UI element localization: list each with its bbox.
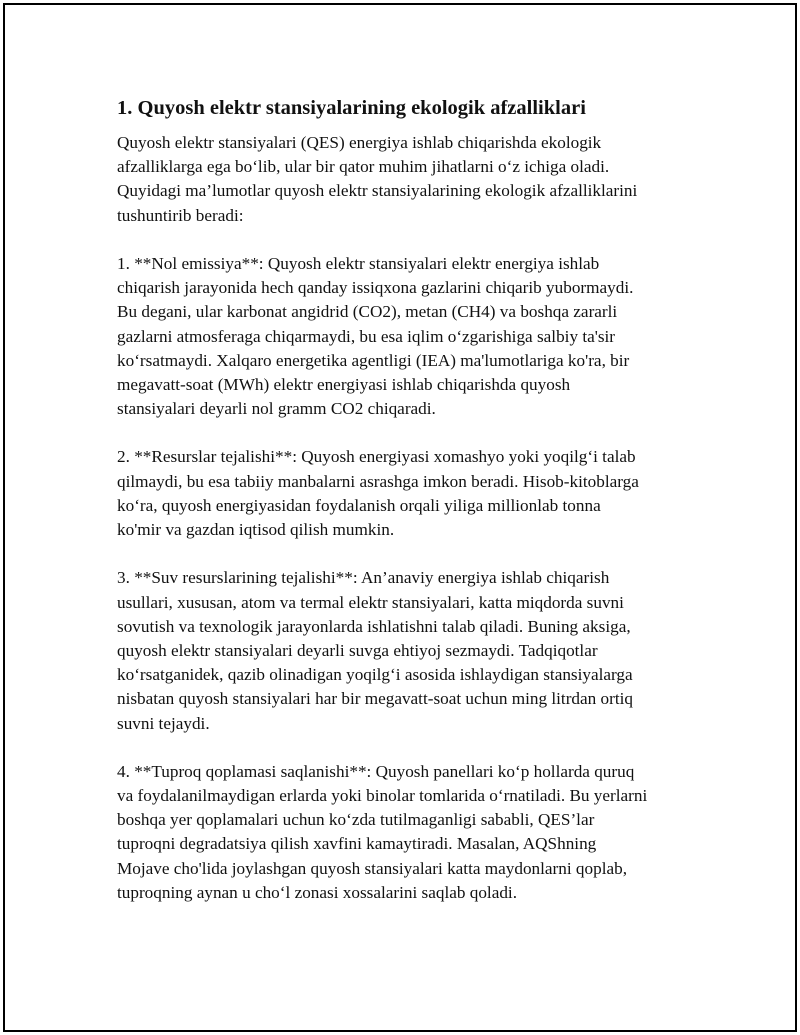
text-line: boshqa yer qoplamalari uchun ko‘zda tutilmaganligi sababli, QES’lar xyxy=(117,810,595,830)
text-line: sovutish va texnologik jarayonlarda ishlatishni talab qiladi. Buning aksiga, xyxy=(117,616,631,636)
text-line: 3. **Suv resurslarining tejalishi**: An’anaviy energiya ishlab chiqarish xyxy=(117,568,610,588)
text-line: qilmaydi, bu esa tabiiy manbalarni asrashga imkon beradi. Hisob-kitoblarga xyxy=(117,471,639,491)
text-line: Quyidagi ma’lumotlar quyosh elektr stansiyalarining ekologik afzalliklarini xyxy=(117,181,638,201)
paragraph-spacer xyxy=(117,736,702,760)
document-body xyxy=(117,96,702,905)
text-line: Bu degani, ular karbonat angidrid (CO2), metan (CH4) va boshqa zararli xyxy=(117,302,618,322)
text-line: Quyosh elektr stansiyalari (QES) energiya ishlab chiqarishda ekologik xyxy=(117,133,602,152)
text-line: ko‘rsatmaydi. Xalqaro energetika agentligi (IEA) ma'lumotlariga ko'ra, bir xyxy=(117,350,630,370)
text-line: usullari, xususan, atom va termal elektr stansiyalari, katta miqdorda suvni xyxy=(117,592,624,612)
text-line: nisbatan quyosh stansiyalari har bir megavatt-soat uchun ming litrdan ortiq xyxy=(117,689,633,709)
text-line: afzalliklarga ega bo‘lib, ular bir qator muhim jihatlarni o‘z ichiga oladi. xyxy=(117,157,610,177)
point-4-paragraph xyxy=(117,760,702,905)
text-line: ko‘ra, quyosh energiyasidan foydalanish orqali yiliga millionlab tonna xyxy=(117,495,601,515)
point-3-paragraph xyxy=(117,566,702,735)
text-line: 4. **Tuproq qoplamasi saqlanishi**: Quyosh panellari ko‘p hollarda quruq xyxy=(117,761,635,781)
paragraph-spacer xyxy=(117,421,702,445)
point-1-paragraph xyxy=(117,252,702,421)
document-text xyxy=(117,131,702,905)
text-line: va foydalanilmaydigan erlarda yoki binolar tomlarida o‘rnatiladi. Bu yerlarni xyxy=(117,786,648,806)
document-title: 1. Quyosh elektr stansiyalarining ekologik afzalliklari xyxy=(117,97,586,119)
paragraph-spacer xyxy=(117,228,702,252)
paragraph-spacer xyxy=(117,542,702,566)
text-line: tushuntirib beradi: xyxy=(117,205,244,225)
text-line: gazlarni atmosferaga chiqarmaydi, bu esa iqlim o‘zgarishiga salbiy ta'sir xyxy=(117,326,616,346)
intro-paragraph xyxy=(117,131,702,228)
text-line: stansiyalari deyarli nol gramm CO2 chiqaradi. xyxy=(117,399,436,419)
text-line: quyosh elektr stansiyalari deyarli suvga ehtiyoj sezmaydi. Tadqiqotlar xyxy=(117,640,598,660)
text-line: ko'mir va gazdan iqtisod qilish mumkin. xyxy=(117,520,395,539)
text-line: 1. **Nol emissiya**: Quyosh elektr stansiyalari elektr energiya ishlab xyxy=(117,253,600,273)
text-line: Mojave cho'lida joylashgan quyosh stansiyalari katta maydonlarni qoplab, xyxy=(117,858,628,878)
text-line: ko‘rsatganidek, qazib olinadigan yoqilg‘i asosida ishlaydigan stansiyalarga xyxy=(117,665,633,685)
text-line: tuproqni degradatsiya qilish xavfini kamaytiradi. Masalan, AQShning xyxy=(117,834,597,854)
text-line: tuproqning aynan u cho‘l zonasi xossalarini saqlab qoladi. xyxy=(117,882,517,902)
text-line: 2. **Resurslar tejalishi**: Quyosh energiyasi xomashyo yoki yoqilg‘i talab xyxy=(117,447,636,467)
text-line: suvni tejaydi. xyxy=(117,713,210,733)
text-line: megavatt-soat (MWh) elektr energiyasi ishlab chiqarishda quyosh xyxy=(117,374,571,394)
text-line: chiqarish jarayonida hech qanday issiqxona gazlarini chiqarib yubormaydi. xyxy=(117,278,634,298)
point-2-paragraph xyxy=(117,445,702,542)
